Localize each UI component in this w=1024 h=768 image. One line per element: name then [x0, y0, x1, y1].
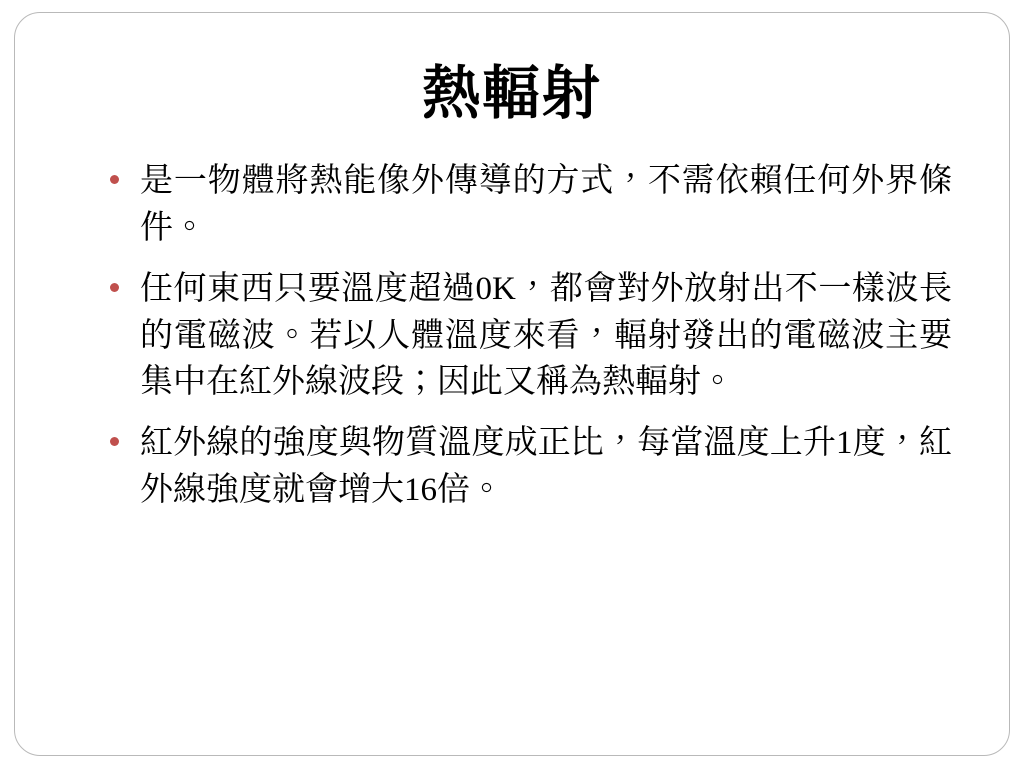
bullet-dot-icon	[110, 175, 119, 184]
bullet-dot-icon	[110, 437, 119, 446]
slide-body	[96, 158, 952, 528]
list-item	[96, 266, 952, 407]
slide-title: 熱輻射	[421, 61, 602, 126]
list-item	[96, 420, 952, 514]
bullet-text: 紅外線的強度與物質溫度成正比，每當溫度上升1度，紅外線強度就會增大16倍。	[140, 425, 952, 509]
list-item	[96, 158, 952, 252]
bullet-list	[96, 158, 952, 514]
bullet-text: 是一物體將熱能像外傳導的方式，不需依賴任何外界條件。	[140, 163, 952, 246]
bullet-text: 任何東西只要溫度超過0K，都會對外放射出不一樣波長的電磁波。若以人體溫度來看，輻射發出的電磁波主要集中在紅外線波段；因此又稱為熱輻射。	[140, 270, 952, 401]
bullet-dot-icon	[110, 283, 119, 292]
